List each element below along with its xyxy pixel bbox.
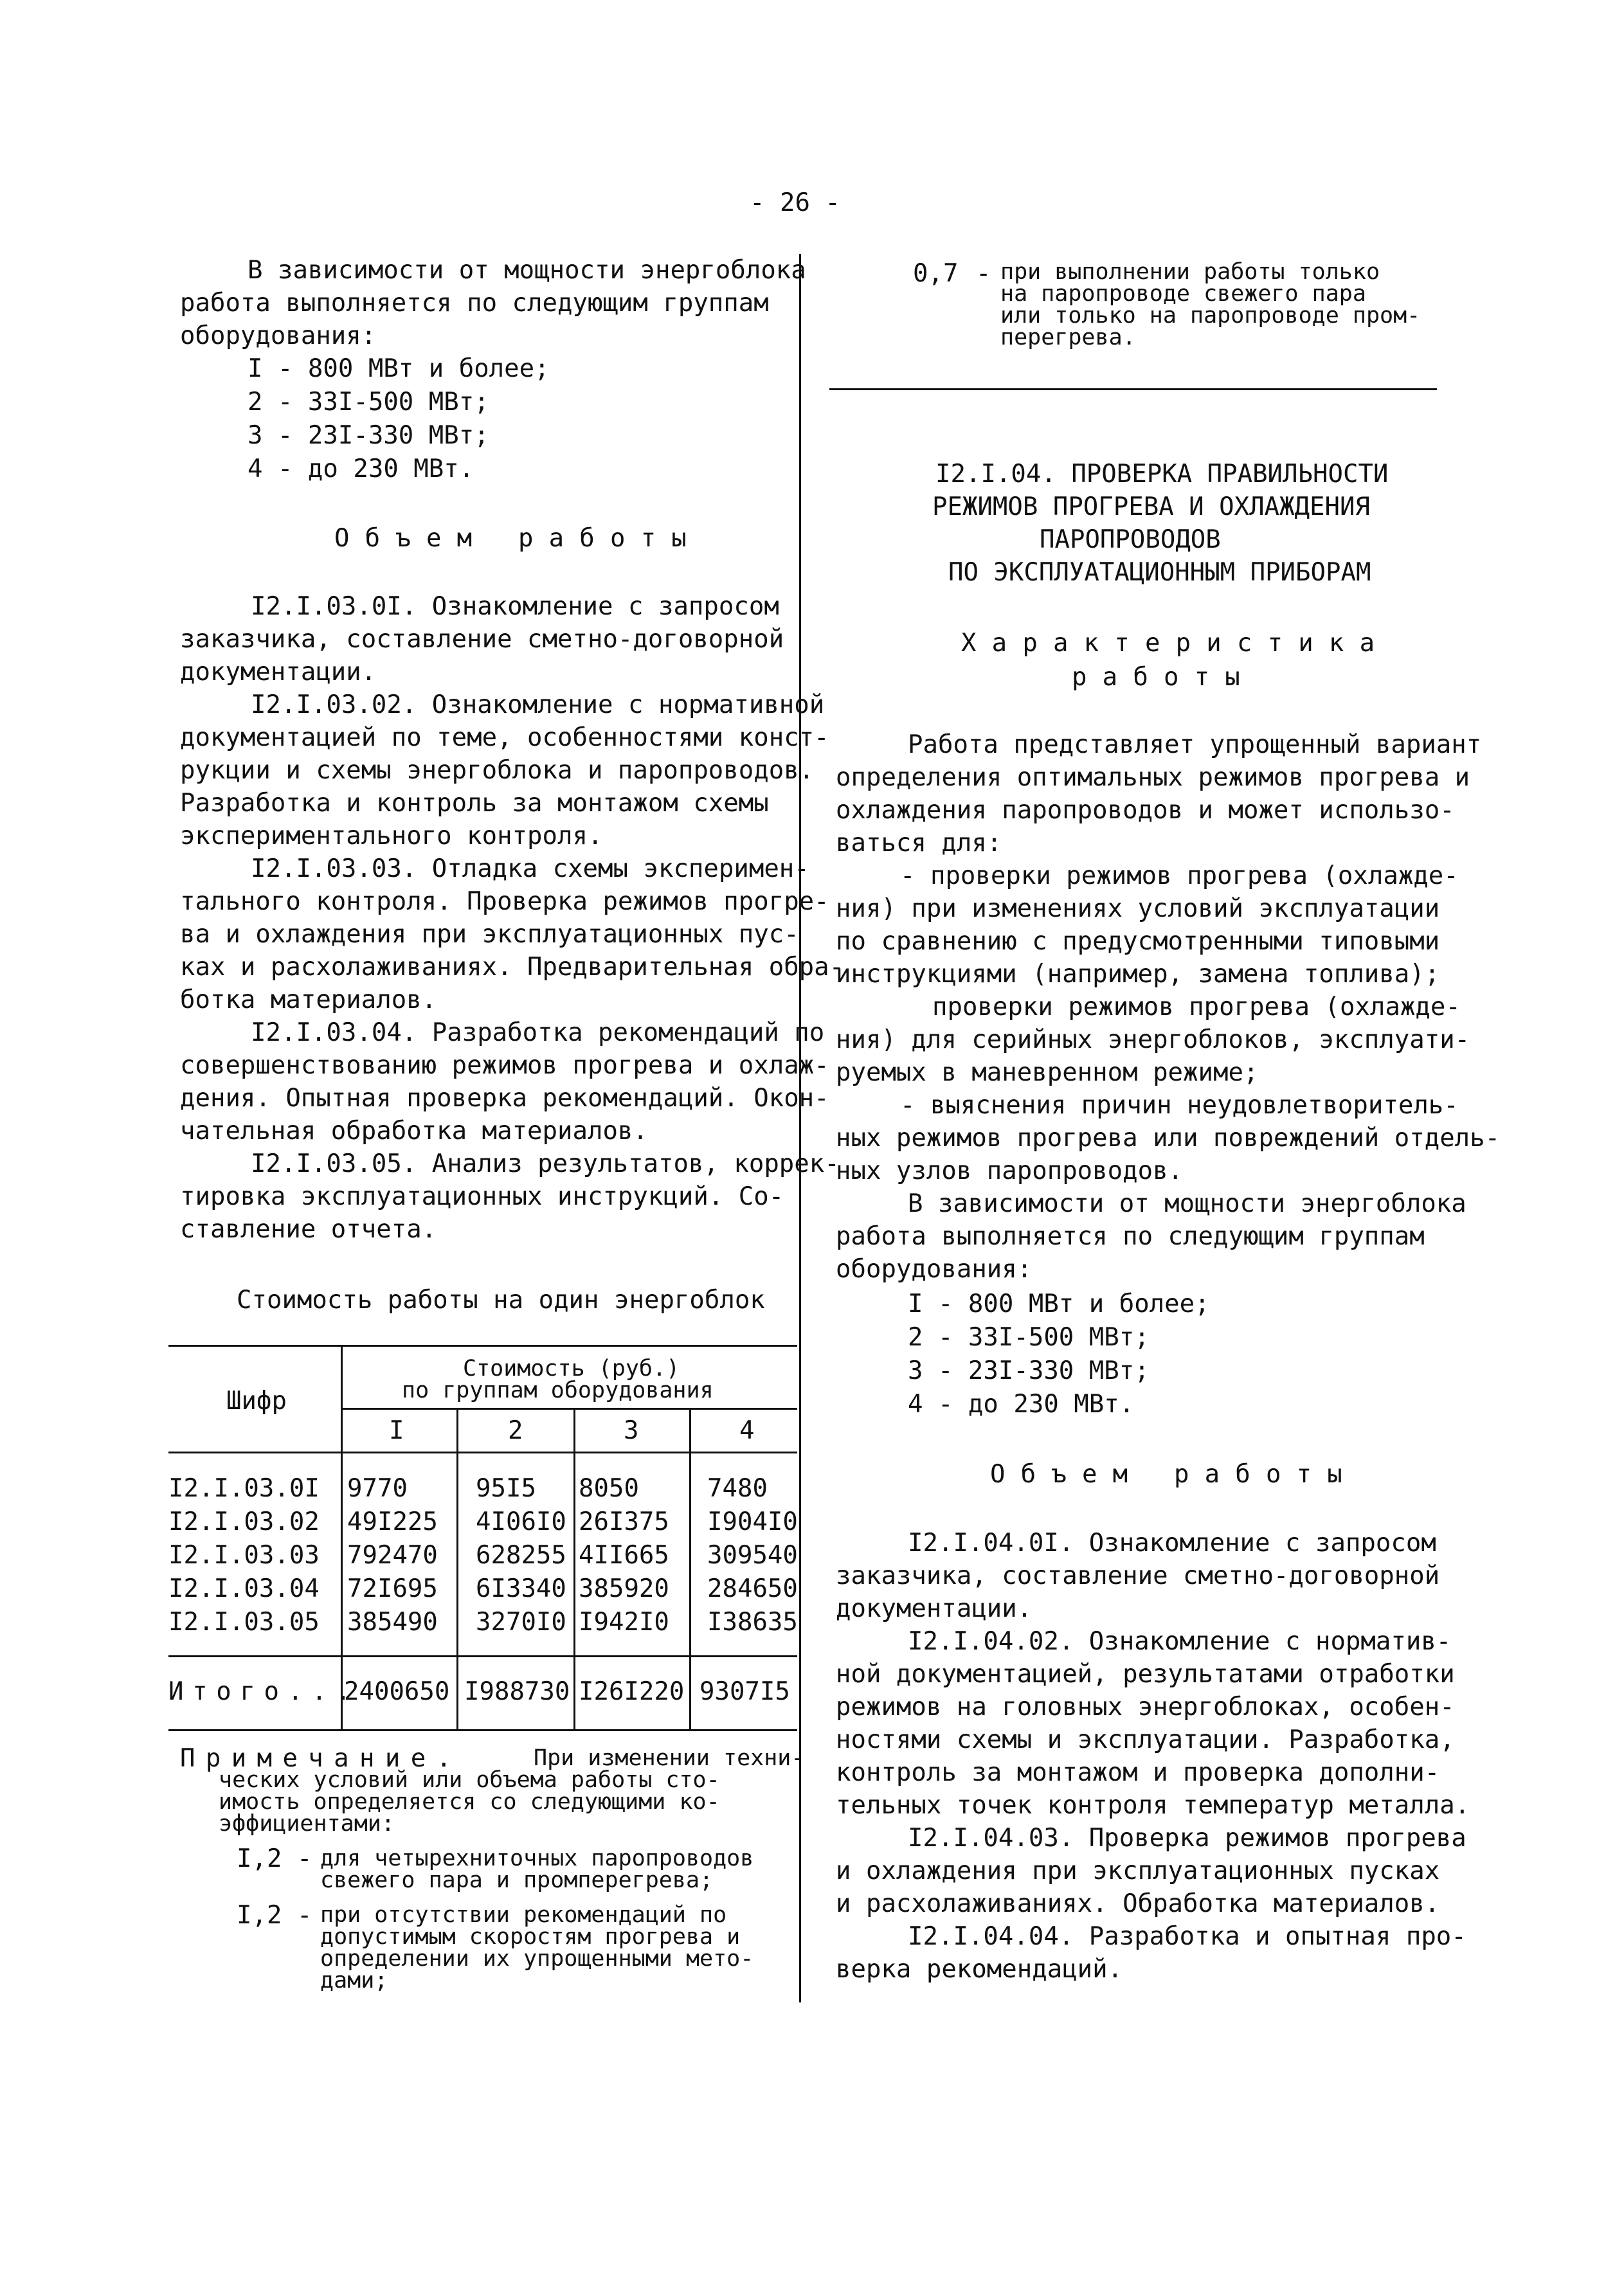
coefficient-line: перегрева. [1000,325,1136,350]
coefficient-line: определении их упрощенными мето- [320,1946,754,1972]
coefficient-value: I,2 [237,1901,282,1930]
char-line: работа выполняется по следующим группам [836,1222,1425,1251]
table-rule [456,1408,458,1729]
total-label: Итого... [168,1677,360,1706]
note-line: имость определяется со следующими ко- [219,1789,720,1815]
section-title-line: I2.I.04. ПРОВЕРКА ПРАВИЛЬНОСТИ [935,460,1389,489]
scope-line: заказчика, составление сметно-договорной [180,625,784,654]
char-line: руемых в маневренном режиме; [836,1058,1259,1087]
table-rule [341,1408,797,1410]
section-title-line: РЕЖИМОВ ПРОГРЕВА И ОХЛАЖДЕНИЯ [932,492,1370,521]
section-separator [829,388,1437,390]
char-line: Работа представляет упрощенный вариант [908,730,1482,759]
scope-line: ностями схемы и эксплуатации. Разработка, [836,1725,1455,1754]
scope-line: тельных точек контроля температур металла. [836,1791,1470,1820]
scope-line: экспериментального контроля. [180,822,603,850]
characteristics-heading: работы [1072,663,1256,692]
coefficient-dash: - [976,259,991,288]
coefficient-line: дами; [320,1968,388,1993]
scope-line: Разработка и контроль за монтажом схемы [180,789,769,818]
char-line: охлаждения паропроводов и может использо- [836,796,1455,825]
cost-header: по группам оборудования [402,1378,714,1403]
cost-table-title: Стоимость работы на один энергоблок [237,1286,765,1315]
char-line: ваться для: [836,829,1002,858]
row-code: I2.I.03.03 [168,1541,320,1570]
group-header: 3 [624,1416,639,1445]
row-value: 49I225 [347,1507,438,1536]
right-group-item: 4 - до 230 МВт. [908,1390,1135,1419]
group-header: I [389,1416,404,1445]
table-rule [168,1655,797,1657]
scope-line: I2.I.04.0I. Ознакомление с запросом [908,1529,1436,1558]
char-line: ных режимов прогрева или повреждений отдель- [836,1124,1501,1153]
coefficient-line: при отсутствии рекомендаций по [320,1902,727,1928]
row-value: 26I375 [579,1507,669,1536]
char-line: определения оптимальных режимов прогрева и [836,763,1470,792]
note-line: При изменении техни- [534,1745,805,1771]
total-value: 9307I5 [699,1677,790,1706]
char-line: ния) при изменениях условий эксплуатации [836,894,1440,923]
column-divider [799,254,801,2002]
note-label: Примечание. [180,1744,462,1773]
row-code: I2.I.03.04 [168,1574,320,1603]
row-value: 385920 [579,1574,669,1603]
table-rule [168,1729,797,1731]
char-line: оборудования: [836,1255,1033,1284]
total-value: I988730 [464,1677,570,1706]
row-value: I904I0 [707,1507,798,1536]
row-value: 4II665 [579,1541,669,1570]
group-header: 4 [739,1416,755,1445]
row-code: I2.I.03.05 [168,1608,320,1637]
left-intro-line: оборудования: [180,321,377,350]
row-value: 3270I0 [476,1608,566,1637]
right-scope-heading: Объем работы [990,1460,1358,1489]
row-value: 7480 [707,1474,768,1503]
scope-line: I2.I.03.0I. Ознакомление с запросом [251,592,779,621]
characteristics-heading: Характеристика [961,629,1391,658]
scope-line: I2.I.03.02. Ознакомление с нормативной [251,690,825,719]
scope-line: совершенствованию режимов прогрева и охлаж- [180,1051,829,1080]
row-value: I38635 [707,1608,798,1637]
left-scope-heading: Объем работы [334,524,702,553]
scope-line: ва и охлаждения при эксплуатационных пус- [180,920,799,949]
right-group-item: 3 - 23I-330 МВт; [908,1356,1150,1385]
section-title-line: ПО ЭКСПЛУАТАЦИОННЫМ ПРИБОРАМ [948,558,1371,587]
row-value: 309540 [707,1541,798,1570]
row-code: I2.I.03.0I [168,1474,320,1503]
scope-line: I2.I.03.05. Анализ результатов, коррек- [251,1149,840,1178]
scope-line: рукции и схемы энергоблока и паропроводов. [180,756,815,785]
table-rule [573,1408,575,1729]
coefficient-value: I,2 [237,1844,282,1873]
section-title-line: ПАРОПРОВОДОВ [1040,525,1221,554]
row-value: 385490 [347,1608,438,1637]
left-group-item: 4 - до 230 МВт. [248,454,474,483]
table-rule [341,1345,343,1729]
scope-line: I2.I.04.03. Проверка режимов прогрева [908,1824,1466,1853]
scope-line: контроль за монтажом и проверка дополни- [836,1758,1440,1787]
coefficient-line: для четырехниточных паропроводов [320,1846,754,1871]
scope-line: режимов на головных энергоблоках, особен- [836,1693,1455,1722]
scope-line: I2.I.03.03. Отладка схемы эксперимен- [251,854,809,883]
coefficient-dash: - [297,1844,312,1873]
row-value: I942I0 [579,1608,669,1637]
page-number: - 26 - [750,188,840,217]
coefficient-line: при выполнении работы только [1000,259,1380,285]
scope-line: и охлаждения при эксплуатационных пусках [836,1857,1440,1885]
char-line: - выяснения причин неудовлетворитель- [900,1091,1459,1120]
coefficient-dash: - [297,1901,312,1930]
row-value: 4I06I0 [476,1507,566,1536]
row-value: 9770 [347,1474,408,1503]
table-rule [168,1452,797,1453]
char-line: по сравнению с предусмотренными типовыми [836,927,1440,956]
left-group-item: 3 - 23I-330 МВт; [248,421,489,450]
left-group-item: I - 800 МВт и более; [248,354,550,383]
coefficient-line: свежего пара и промперегрева; [320,1867,714,1893]
table-rule [168,1345,797,1347]
scope-line: дения. Опытная проверка рекомендаций. Окон- [180,1084,829,1113]
table-rule [689,1408,691,1729]
note-line: эффициентами: [219,1811,395,1837]
coefficient-value: 0,7 [913,259,959,288]
scope-line: документации. [180,658,377,687]
row-value: 8050 [579,1474,639,1503]
scope-line: тировка эксплуатационных инструкций. Со- [180,1182,784,1211]
left-intro-line: работа выполняется по следующим группам [180,289,769,318]
total-value: 2400650 [344,1677,450,1706]
char-line: В зависимости от мощности энергоблока [908,1189,1466,1218]
scope-line: I2.I.04.02. Ознакомление с норматив- [908,1627,1452,1656]
scope-line: чательная обработка материалов. [180,1117,648,1146]
right-group-item: I - 800 МВт и более; [908,1290,1210,1318]
coefficient-line: на паропроводе свежего пара [1000,281,1366,307]
coefficient-line: или только на паропроводе пром- [1000,303,1421,328]
cost-header: Стоимость (руб.) [463,1356,680,1381]
char-line: ния) для серийных энергоблоков, эксплуати- [836,1025,1470,1054]
total-value: I26I220 [579,1677,685,1706]
row-value: 72I695 [347,1574,438,1603]
scope-line: заказчика, составление сметно-договорной [836,1561,1440,1590]
scope-line: тального контроля. Проверка режимов прогре- [180,887,829,916]
code-header: Шифр [226,1387,287,1416]
scope-line: и расхолаживаниях. Обработка материалов. [836,1889,1440,1918]
right-group-item: 2 - 33I-500 МВт; [908,1323,1150,1352]
scope-line: ставление отчета. [180,1215,437,1244]
scope-line: ботка материалов. [180,985,437,1014]
row-value: 95I5 [476,1474,536,1503]
note-line: ческих условий или объема работы сто- [219,1767,720,1793]
left-group-item: 2 - 33I-500 МВт; [248,388,489,417]
left-intro-line: В зависимости от мощности энергоблока [248,256,806,285]
row-value: 6I3340 [476,1574,566,1603]
row-value: 792470 [347,1541,438,1570]
scope-line: верка рекомендаций. [836,1955,1123,1984]
row-code: I2.I.03.02 [168,1507,320,1536]
scope-line: документацией по теме, особенностями конст- [180,723,829,752]
row-value: 628255 [476,1541,566,1570]
char-line: ных узлов паропроводов. [836,1156,1184,1185]
char-line: проверки режимов прогрева (охлажде- [932,993,1461,1021]
char-line: - проверки режимов прогрева (охлажде- [900,861,1459,890]
scope-line: I2.I.03.04. Разработка рекомендаций по [251,1018,825,1047]
scope-line: документации. [836,1594,1033,1623]
coefficient-line: допустимым скоростям прогрева и [320,1924,741,1950]
scope-line: I2.I.04.04. Разработка и опытная про- [908,1922,1466,1951]
scope-line: ной документацией, результатами отработки [836,1660,1455,1689]
group-header: 2 [508,1416,523,1445]
scope-line: ках и расхолаживаниях. Предварительная обра- [180,953,845,982]
row-value: 284650 [707,1574,798,1603]
char-line: инструкциями (например, замена топлива); [836,960,1440,989]
